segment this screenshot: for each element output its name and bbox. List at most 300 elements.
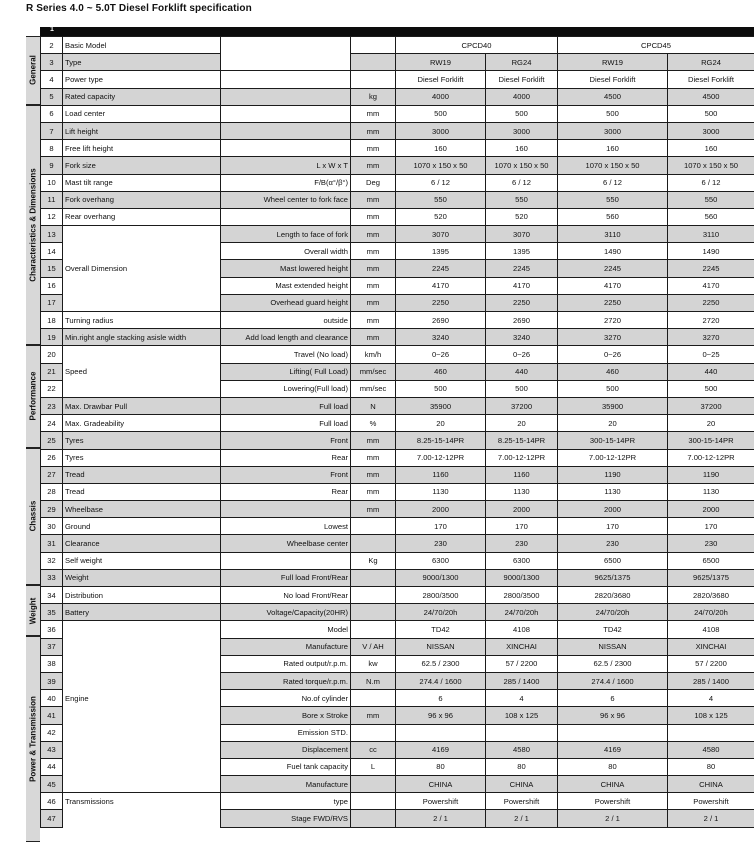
value-cell: 560 [668,208,754,225]
item-unit: mm [351,208,396,225]
item-name [63,243,221,260]
table-row [41,260,754,277]
value-cell: 550 [396,191,486,208]
item-name: Clearance [63,535,221,552]
item-name: Rated capacity [63,88,221,105]
item-condition: Manufacture [221,776,351,793]
item-unit: mm [351,294,396,311]
value-cell: 440 [486,363,558,380]
row-number: 22 [41,380,63,397]
value-cell: 460 [396,363,486,380]
value-cell: 24/70/20h [668,604,754,621]
item-condition [221,88,351,105]
value-cell: CHINA [558,776,668,793]
value-cell: 2250 [486,294,558,311]
table-row [41,483,754,500]
item-unit: mm [351,140,396,157]
item-condition: Lowest [221,518,351,535]
item-name: Weight [63,569,221,586]
row-number: 20 [41,346,63,363]
table-row [41,587,754,604]
value-cell: 170 [486,518,558,535]
value-cell: Powershift [558,793,668,810]
row-number: 9 [41,157,63,174]
item-name: Battery [63,604,221,621]
item-name: Tread [63,483,221,500]
value-cell: 80 [558,758,668,775]
value-cell: 6300 [486,552,558,569]
value-cell: 300-15-14PR [668,432,754,449]
table-row [41,776,754,793]
item-condition [221,105,351,122]
row-number: 44 [41,758,63,775]
value-cell: 4 [486,690,558,707]
table-row [41,638,754,655]
value-cell: RG24 [486,54,558,71]
table-row [41,466,754,483]
value-cell: 1190 [558,466,668,483]
value-cell: 80 [396,758,486,775]
value-cell [396,724,486,741]
value-cell: 2000 [558,501,668,518]
value-cell: 3270 [558,329,668,346]
model-cpcd40: CPCD40 [396,37,558,54]
row-number: 3 [41,54,63,71]
section-label [26,636,40,842]
row-number: 32 [41,552,63,569]
table-banner [40,27,754,36]
item-condition: Fuel tank capacity [221,758,351,775]
item-unit: % [351,415,396,432]
value-cell: 57 / 2200 [668,655,754,672]
table-row [41,294,754,311]
banner-row-number: 1 [50,26,54,33]
value-cell: 500 [396,105,486,122]
value-cell: 24/70/20h [558,604,668,621]
item-name [63,758,221,775]
value-cell: 2690 [396,312,486,329]
item-name: Ground [63,518,221,535]
value-cell: 1070 x 150 x 50 [396,157,486,174]
row-number: 23 [41,397,63,414]
row-number: 26 [41,449,63,466]
value-cell [486,724,558,741]
item-condition: Rear [221,483,351,500]
table-row [41,157,754,174]
row-number: 39 [41,672,63,689]
item-unit [351,776,396,793]
table-row [41,122,754,139]
item-condition [221,71,351,88]
value-cell: 8.25-15-14PR [396,432,486,449]
item-unit [351,810,396,827]
item-name [63,655,221,672]
table-row [41,54,754,71]
table-row [41,226,754,243]
item-name: Max. Drawbar Pull [63,397,221,414]
value-cell: 4580 [486,741,558,758]
item-name: Min.right angle stacking asisle width [63,329,221,346]
item-unit: mm/sec [351,380,396,397]
value-cell: 160 [558,140,668,157]
item-condition: No.of cylinder [221,690,351,707]
spec-table [40,36,754,828]
item-name: Max. Gradeability [63,415,221,432]
row-number: 30 [41,518,63,535]
value-cell: 6500 [558,552,668,569]
section-labels [26,36,40,828]
item-condition [221,208,351,225]
table-row [41,724,754,741]
value-cell: 300-15-14PR [558,432,668,449]
item-name [63,810,221,827]
value-cell: 6 [396,690,486,707]
item-unit [351,518,396,535]
item-name: Rear overhang [63,208,221,225]
value-cell: 500 [486,380,558,397]
item-unit: mm [351,329,396,346]
item-condition: Add load length and clearance [221,329,351,346]
value-cell: Powershift [396,793,486,810]
value-cell: 6500 [668,552,754,569]
item-condition [221,140,351,157]
value-cell: 3000 [486,122,558,139]
item-condition: Voltage/Capacity(20HR) [221,604,351,621]
table-row [41,604,754,621]
value-cell: 1395 [486,243,558,260]
item-name: Fork size [63,157,221,174]
row-number: 34 [41,587,63,604]
value-cell: 3240 [486,329,558,346]
section-label-text: Weight [29,597,38,624]
value-cell: 2245 [558,260,668,277]
item-name: Type [63,54,221,71]
value-cell: 2000 [396,501,486,518]
item-unit [351,793,396,810]
value-cell: Powershift [668,793,754,810]
item-condition: Full load Front/Rear [221,569,351,586]
item-unit [351,724,396,741]
value-cell: NISSAN [396,638,486,655]
item-condition: Overall width [221,243,351,260]
value-cell: 2250 [396,294,486,311]
item-condition: Wheel center to fork face [221,191,351,208]
section-label [26,345,40,448]
table-row [41,655,754,672]
value-cell: 2 / 1 [486,810,558,827]
section-label [26,448,40,585]
row-number: 15 [41,260,63,277]
table-row [41,518,754,535]
value-cell: 37200 [486,397,558,414]
section-label-text: General [29,55,38,85]
value-cell: 1160 [486,466,558,483]
item-unit: mm [351,157,396,174]
item-unit: Deg [351,174,396,191]
table-row [41,277,754,294]
value-cell: 9625/1375 [558,569,668,586]
table-row [41,501,754,518]
item-name: Free lift height [63,140,221,157]
item-unit [351,535,396,552]
value-cell: CHINA [486,776,558,793]
row-number: 31 [41,535,63,552]
item-condition: Rated output/r.p.m. [221,655,351,672]
item-unit: mm [351,260,396,277]
table-row [41,140,754,157]
item-name [63,707,221,724]
item-unit: mm [351,277,396,294]
item-unit [351,604,396,621]
item-condition: Length to face of fork [221,226,351,243]
item-condition: Wheelbase center [221,535,351,552]
item-name: Tyres [63,432,221,449]
item-name [63,380,221,397]
row-number: 40 [41,690,63,707]
value-cell: RW19 [558,54,668,71]
item-unit [351,71,396,88]
item-name: Tyres [63,449,221,466]
value-cell: 3000 [396,122,486,139]
item-name: Mast tilt range [63,174,221,191]
value-cell: 2 / 1 [558,810,668,827]
value-cell: 160 [396,140,486,157]
item-unit: cc [351,741,396,758]
value-cell: RW19 [396,54,486,71]
row-number: 28 [41,483,63,500]
value-cell: 20 [486,415,558,432]
value-cell: 1395 [396,243,486,260]
row-number: 19 [41,329,63,346]
value-cell: 3110 [668,226,754,243]
item-unit: mm [351,707,396,724]
value-cell: 20 [396,415,486,432]
value-cell: 7.00-12-12PR [668,449,754,466]
value-cell: 3110 [558,226,668,243]
value-cell: 3240 [396,329,486,346]
value-cell: 2800/3500 [486,587,558,604]
table-row [41,672,754,689]
value-cell: 2000 [668,501,754,518]
value-cell: 500 [396,380,486,397]
value-cell: 6 / 12 [558,174,668,191]
value-cell: 170 [558,518,668,535]
row-number: 13 [41,226,63,243]
row-number: 38 [41,655,63,672]
table-row [41,191,754,208]
table-row [41,621,754,638]
item-name: Fork overhang [63,191,221,208]
value-cell: 2720 [558,312,668,329]
spec-table-body [41,37,754,828]
value-cell: 3270 [668,329,754,346]
value-cell: 80 [486,758,558,775]
value-cell: 230 [668,535,754,552]
value-cell: 1190 [668,466,754,483]
value-cell: CHINA [668,776,754,793]
item-name: Overall Dimension [63,260,221,277]
value-cell [558,724,668,741]
value-cell: 1130 [668,483,754,500]
item-name: Power type [63,71,221,88]
row-number: 12 [41,208,63,225]
item-unit [351,569,396,586]
value-cell: 0~26 [558,346,668,363]
value-cell: 6 [558,690,668,707]
value-cell: 2245 [486,260,558,277]
value-cell: Diesel Forklift [558,71,668,88]
item-name: Load center [63,105,221,122]
item-unit: mm [351,466,396,483]
value-cell: 460 [558,363,668,380]
value-cell: 4170 [486,277,558,294]
value-cell: 0~25 [668,346,754,363]
item-name: Speed [63,363,221,380]
value-cell: 35900 [396,397,486,414]
item-unit: mm [351,226,396,243]
item-name: Basic Model [63,37,221,54]
row-number: 18 [41,312,63,329]
value-cell: 9625/1375 [668,569,754,586]
value-cell: 1160 [396,466,486,483]
row-number: 16 [41,277,63,294]
section-label-text: Characteristics & Dimensions [29,168,38,281]
value-cell: 550 [668,191,754,208]
value-cell: 8.25-15-14PR [486,432,558,449]
value-cell: 20 [558,415,668,432]
item-unit [351,54,396,71]
value-cell: 440 [668,363,754,380]
value-cell: 6300 [396,552,486,569]
item-condition: Lowering(Full load) [221,380,351,397]
value-cell: 500 [558,380,668,397]
value-cell: 230 [558,535,668,552]
model-cpcd45: CPCD45 [558,37,754,54]
section-label-text: Performance [29,372,38,421]
value-cell: 3070 [486,226,558,243]
item-condition [221,501,351,518]
value-cell: 520 [396,208,486,225]
item-unit: km/h [351,346,396,363]
item-condition: Full load [221,397,351,414]
item-name: Lift height [63,122,221,139]
item-condition [221,122,351,139]
value-cell: XINCHAI [486,638,558,655]
item-unit: L [351,758,396,775]
row-number: 11 [41,191,63,208]
value-cell: 57 / 2200 [486,655,558,672]
item-unit: N.m [351,672,396,689]
value-cell: 4 [668,690,754,707]
value-cell: 170 [396,518,486,535]
value-cell: 550 [486,191,558,208]
row-number: 24 [41,415,63,432]
value-cell: TD42 [558,621,668,638]
value-cell: 0~26 [486,346,558,363]
value-cell: NISSAN [558,638,668,655]
row-number: 2 [41,37,63,54]
value-cell: 2820/3680 [558,587,668,604]
row-number: 42 [41,724,63,741]
table-row [41,208,754,225]
value-cell: 1130 [486,483,558,500]
value-cell: 108 x 125 [486,707,558,724]
value-cell: 4170 [396,277,486,294]
item-unit: mm [351,191,396,208]
item-condition: Bore x Stroke [221,707,351,724]
value-cell: 160 [668,140,754,157]
value-cell: 1490 [558,243,668,260]
value-cell: 96 x 96 [396,707,486,724]
value-cell: Powershift [486,793,558,810]
value-cell: 1490 [668,243,754,260]
item-unit: mm [351,122,396,139]
item-name [63,226,221,243]
value-cell: 560 [558,208,668,225]
item-name [63,776,221,793]
table-row [41,312,754,329]
table-row [41,793,754,810]
item-name: Transmissions [63,793,221,810]
value-cell: 20 [668,415,754,432]
value-cell: 230 [486,535,558,552]
item-name [63,724,221,741]
value-cell: 62.5 / 2300 [396,655,486,672]
item-name: Self weight [63,552,221,569]
item-unit [351,621,396,638]
item-unit: mm [351,501,396,518]
value-cell: 108 x 125 [668,707,754,724]
value-cell: 24/70/20h [396,604,486,621]
item-condition: Front [221,466,351,483]
table-row [41,243,754,260]
table-row [41,380,754,397]
item-name [63,346,221,363]
table-row [41,552,754,569]
item-name: Engine [63,690,221,707]
value-cell: 2250 [558,294,668,311]
row-number: 27 [41,466,63,483]
value-cell: 35900 [558,397,668,414]
value-cell: 500 [668,105,754,122]
row-number: 14 [41,243,63,260]
row-number: 10 [41,174,63,191]
value-cell: 2 / 1 [396,810,486,827]
item-name [63,638,221,655]
item-condition [221,552,351,569]
value-cell: 170 [668,518,754,535]
value-cell: 160 [486,140,558,157]
item-condition: Model [221,621,351,638]
value-cell: 2820/3680 [668,587,754,604]
value-cell: 2800/3500 [396,587,486,604]
value-cell: 0~26 [396,346,486,363]
item-condition: Rear [221,449,351,466]
item-condition: Manufacture [221,638,351,655]
row-number: 8 [41,140,63,157]
table-row [41,71,754,88]
value-cell: 500 [668,380,754,397]
value-cell: 7.00-12-12PR [558,449,668,466]
value-cell: 4108 [668,621,754,638]
item-condition: Mast extended height [221,277,351,294]
item-name [63,277,221,294]
value-cell: 4580 [668,741,754,758]
table-row [41,363,754,380]
section-label-text: Chassis [29,501,38,532]
table-row [41,432,754,449]
value-cell: 2250 [668,294,754,311]
